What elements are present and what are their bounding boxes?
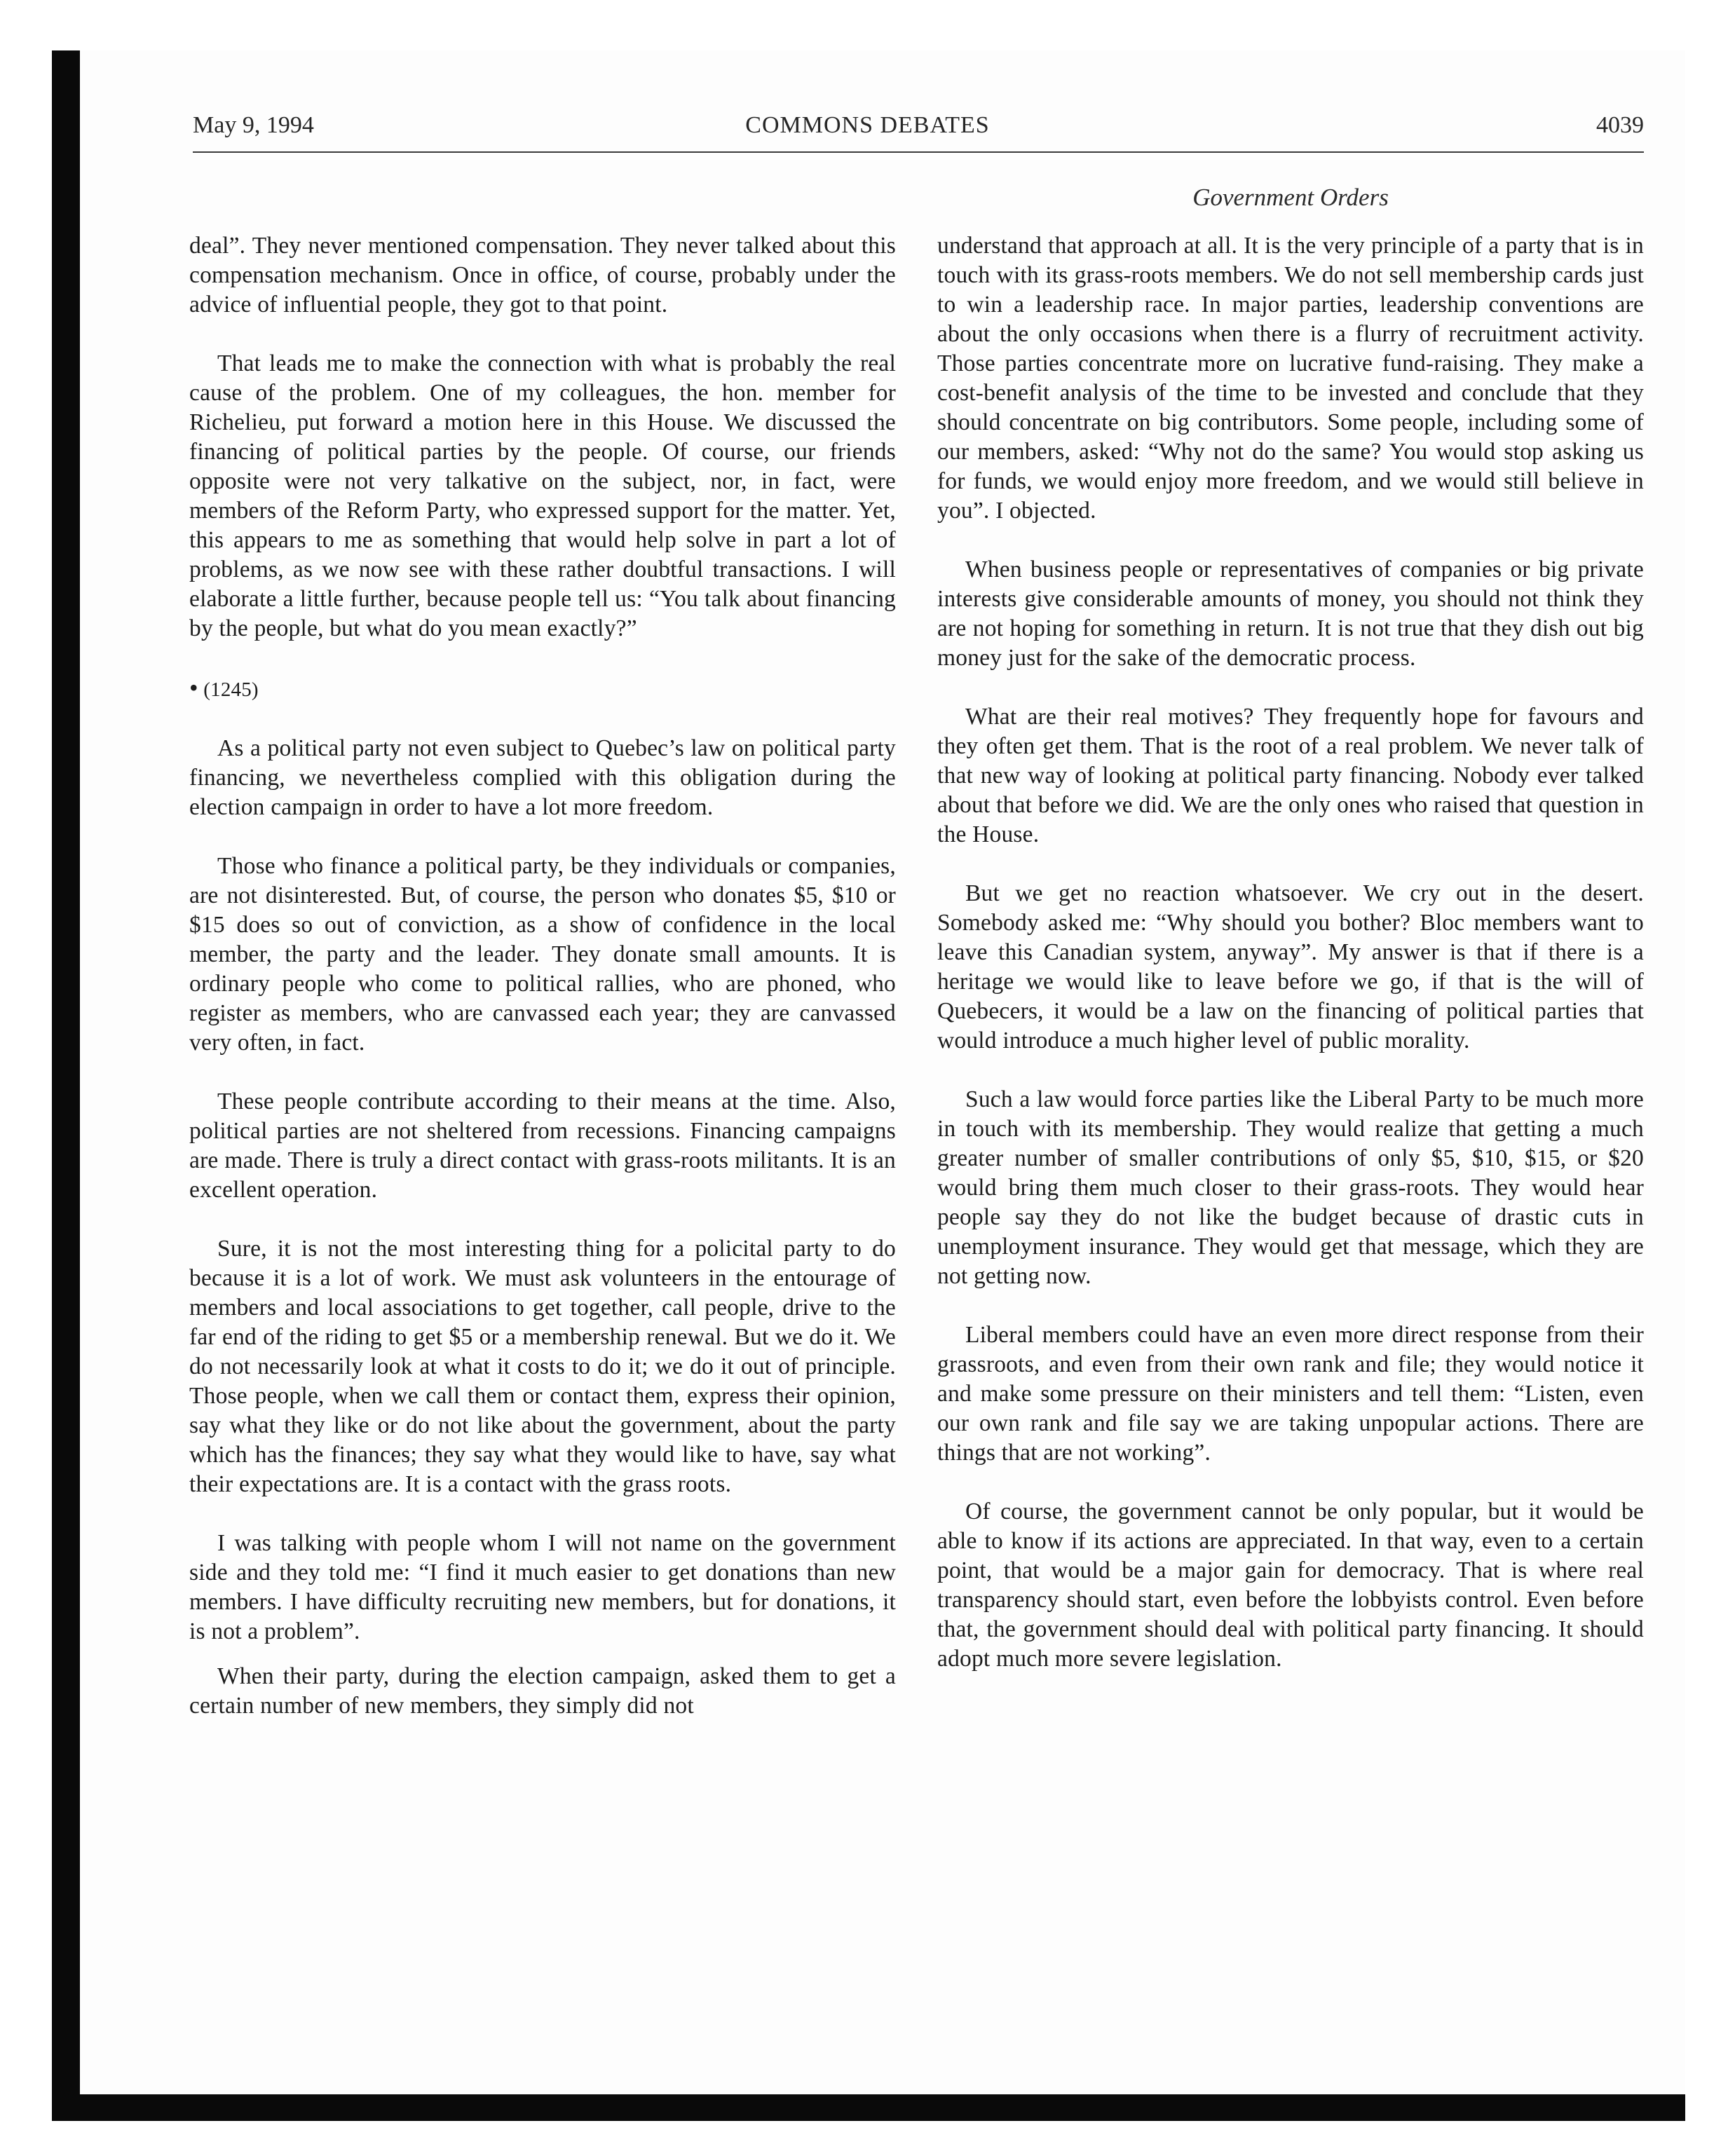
right-column [937,231,1644,1674]
paragraph: These people contribute according to their means at the time. Also, political parties are not sheltered from recessions. Financing campaigns are made. There is truly a direct contact with grass-roots militants. It is an excellent operation. [189,1089,896,1203]
timestamp-marker [189,673,896,704]
paragraph: When their party, during the election campaign, asked them to get a certain number of new members, they simply did not [189,1663,896,1719]
scan-border-left [52,50,80,2121]
paragraph: I was talking with people whom I will not name on the government side and they told me: “I find it much easier to get donations than new members. I have difficulty recruiting new members, but for donations, it is not a problem”. [189,1530,896,1644]
section-label: Government Orders [1192,184,1389,211]
paragraph: Those who finance a political party, be they individuals or companies, are not disinterested. But, of course, the person who donates $5, $10 or $15 does so out of conviction, as a show of confidence in the local member, the party and the leader. They donate small amounts. It is ordinary people who come to political rallies, who are phoned, who register as members, who are canvassed each year; they are canvassed very often, in fact. [189,853,896,1056]
paragraph: deal”. They never mentioned compensation. They never talked about this compensation mechanism. Once in office, of course, probably under the advice of influential people, they got to that point. [189,233,896,318]
paragraph: What are their real motives? They frequently hope for favours and they often get them. That is the root of a real problem. We never talk of that new way of looking at political party financing. Nobody ever talked about that before we did. We are the only ones who raised that question in the House. [937,704,1644,847]
timestamp-text: (1245) [203,678,259,701]
paragraph: understand that approach at all. It is the very principle of a party that is in touch with its grass-roots members. We do not sell membership cards just to win a leadership race. In major parties, leadership conventions are about the only occasions when there is a flurry of recruitment activity. Those parties concentrate more on lucrative fund-raising. They make a cost-benefit analysis of the time to be invested and conclude that they should concentrate on big contributors. Some people, including some of our members, asked: “Why not do the same? You would stop asking us for funds, we would enjoy more freedom, and we would still believe in you”. I objected. [937,233,1644,524]
header-rule [193,151,1644,153]
paragraph: Of course, the government cannot be only popular, but it would be able to know if its actions are appreciated. In that way, even to a certain point, that would be a major gain for democracy. That is where real transparency should start, even before the lobbyists control. Even before that, the government should deal with political party financing. It should adopt much more severe legislation. [937,1499,1644,1672]
left-column [189,231,896,1721]
paragraph: Liberal members could have an even more direct response from their grassroots, and even from their own rank and file; they would notice it and make some pressure on their ministers and tell them: “Listen, even our own rank and file say we are taking unpopular actions. There are things that are not working”. [937,1322,1644,1466]
paragraph: As a political party not even subject to Quebec’s law on political party financing, we nevertheless complied with this obligation during the election campaign in order to have a lot more freedom. [189,735,896,820]
scan-border-bottom [52,2094,1685,2121]
running-header-title: COMMONS DEBATES [745,112,990,138]
paragraph: When business people or representatives of companies or big private interests give considerable amounts of money, you should not think they are not hoping for something in return. It is not true that they dish out big money just for the sake of the democratic process. [937,557,1644,671]
paragraph: Sure, it is not the most interesting thing for a policital party to do because it is a lot of work. We must ask volunteers in the entourage of members and local associations to get together, call people, drive to the far end of the riding to get $5 or a membership renewal. But we do it. We do not necessarily look at what it costs to do it; we do it out of principle. Those people, when we call them or contact them, express their opinion, say what they like or do not like about the government, about the party which has the finances; they say what they would like to have, say what their expectations are. It is a contact with the grass roots. [189,1236,896,1497]
paragraph: That leads me to make the connection with what is probably the real cause of the problem. One of my colleagues, the hon. member for Richelieu, put forward a motion here in this House. We discussed the financing of political parties by the people. Of course, our friends opposite were not very talkative on the subject, nor, in fact, were members of the Reform Party, who expressed support for the matter. Yet, this appears to me as something that would help solve in part a lot of problems, as we now see with these rather doubtful transactions. I will elaborate a little further, because people tell us: “You talk about financing by the people, but what do you mean exactly?” [189,350,896,641]
paragraph: But we get no reaction whatsoever. We cry out in the desert. Somebody asked me: “Why should you bother? Bloc members want to leave this Canadian system, anyway”. My answer is that if there is a heritage we would like to leave before we go, if that is the will of Quebecers, it would be a law on the financing of political parties that would introduce a much higher level of public morality. [937,880,1644,1053]
page-number: 4039 [1596,112,1644,138]
paragraph: Such a law would force parties like the Liberal Party to be much more in touch with its membership. They would realize that getting a much greater number of smaller contributions of only $5, $10, $15, or $20 would bring them much closer to their grass-roots. They would hear people say they do not like the budget because of drastic cuts in unemployment insurance. They would get that message, which they are not getting now. [937,1086,1644,1289]
bullet-icon: • [189,674,198,702]
running-header-date: May 9, 1994 [193,112,314,138]
